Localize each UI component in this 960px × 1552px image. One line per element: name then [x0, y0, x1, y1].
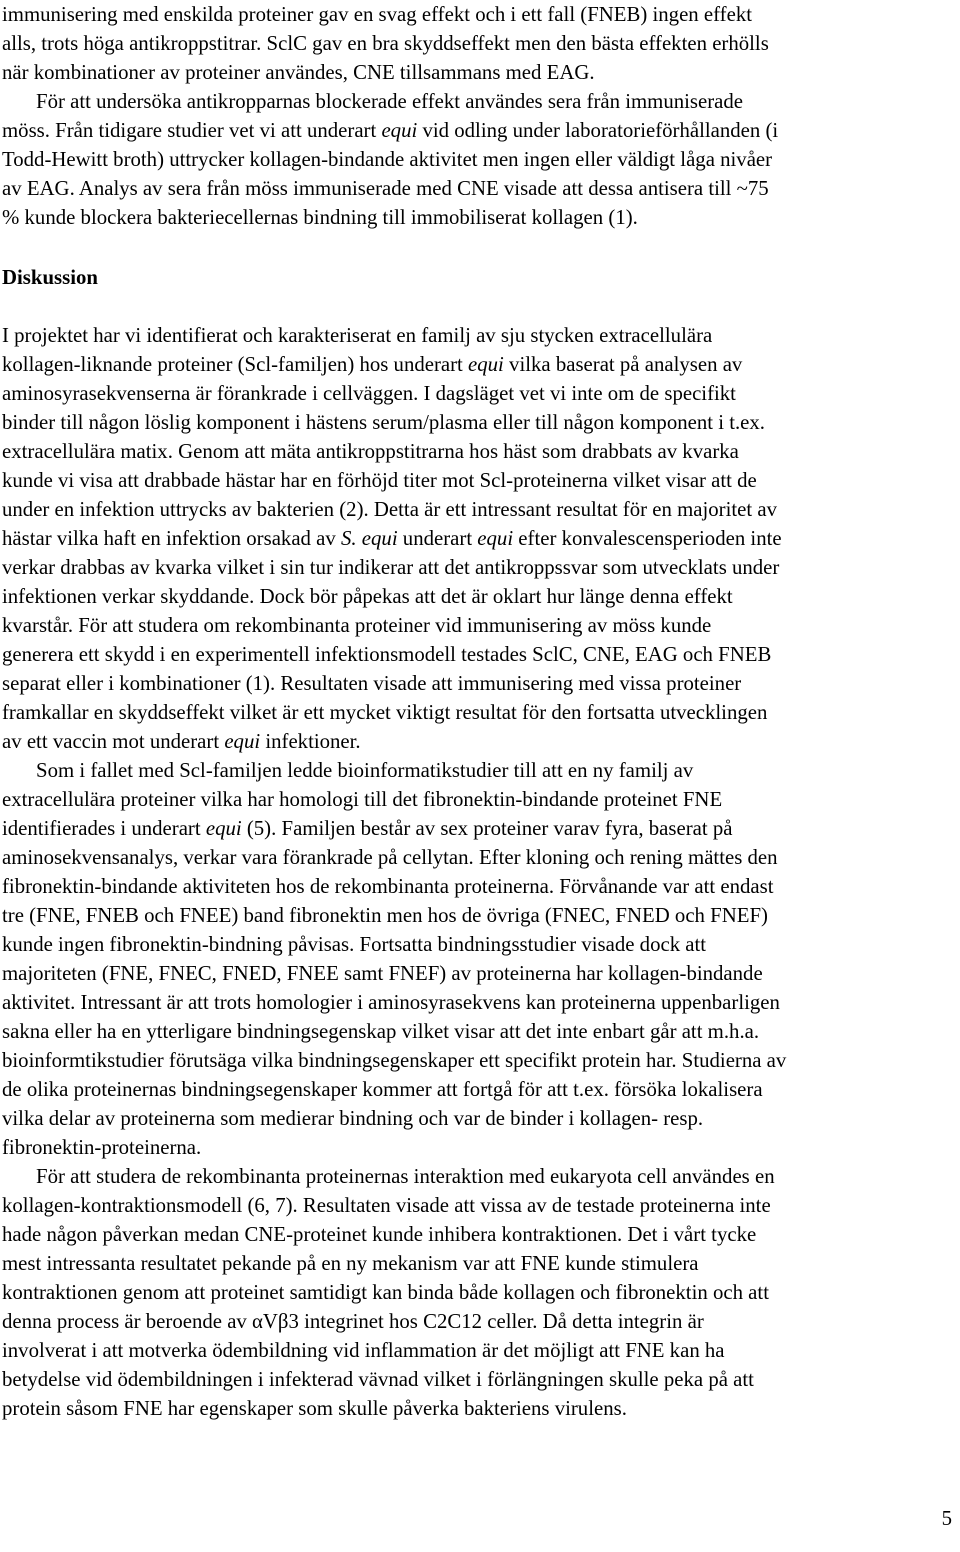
- text-line: betydelse vid ödembildningen i infekterad vävnad vilket i förlängningen skulle peka på att: [2, 1368, 754, 1391]
- text-segment: underart: [397, 527, 478, 550]
- text-line: infektionen verkar skyddande. Dock bör påpekas att det är oklart hur länge denna effekt: [2, 585, 733, 608]
- italic-term: equi: [224, 730, 261, 753]
- text-line: % kunde blockera bakteriecellernas bindning till immobiliserat kollagen (1).: [2, 206, 638, 229]
- text-line: binder till någon löslig komponent i hästens serum/plasma eller till någon komponent i t.ex.: [2, 411, 766, 434]
- text-line: [2, 116, 954, 145]
- text-line: denna process är beroende av αVβ3 integrinet hos C2C12 celler. Då detta integrin är: [2, 1310, 704, 1333]
- text-line: de olika proteinernas bindningsegenskaper kommer att fortgå för att t.ex. försöka lokalisera: [2, 1078, 763, 1101]
- text-segment: (5). Familjen består av sex proteiner varav fyra, baserat på: [241, 817, 733, 840]
- text-line: [2, 814, 954, 843]
- text-line: kvarstår. För att studera om rekombinanta proteiner vid immunisering av möss kunde: [2, 614, 712, 637]
- paragraph-discussion-1: [2, 321, 954, 756]
- text-line: kunde ingen fibronektin-bindning påvisas. Fortsatta bindningsstudier visade dock att: [2, 933, 707, 956]
- text-line: protein såsom FNE har egenskaper som skulle påverka bakteriens virulens.: [2, 1397, 627, 1420]
- text-segment: kollagen-liknande proteiner (Scl-familjen) hos underart: [2, 353, 469, 376]
- italic-term: equi: [477, 527, 514, 550]
- text-line: när kombinationer av proteiner användes, CNE tillsammans med EAG.: [2, 61, 595, 84]
- paragraph-intro-continuation: [2, 0, 954, 232]
- paragraph-discussion-2: [2, 756, 954, 1162]
- section-heading: Diskussion: [2, 266, 98, 289]
- text-segment: vid odling under laboratorieförhållanden (i: [417, 119, 779, 142]
- text-line: separat eller i kombinationer (1). Resultaten visade att immunisering med vissa proteiner: [2, 672, 742, 695]
- italic-term: equi: [381, 119, 418, 142]
- text-segment: av ett vaccin mot underart: [2, 730, 225, 753]
- text-line: verkar drabbas av kvarka vilket i sin tur indikerar att det antikroppssvar som utvecklats under: [2, 556, 780, 579]
- text-line: fibronektin-proteinerna.: [2, 1136, 202, 1159]
- text-line: tre (FNE, FNEB och FNEE) band fibronektin men hos de övriga (FNEC, FNED och FNEF): [2, 904, 768, 927]
- text-line: kunde vi visa att drabbade hästar har en förhöjd titer mot Scl-proteinerna vilket visar att de: [2, 469, 757, 492]
- text-line: mest intressanta resultatet pekande på en ny mekanism var att FNE kunde stimulera: [2, 1252, 699, 1275]
- paragraph-discussion-3: [2, 1162, 954, 1423]
- text-segment: identifierades i underart: [2, 817, 206, 840]
- text-line: extracellulära matix. Genom att mäta antikroppstitrarna hos häst som drabbats av kvarka: [2, 440, 739, 463]
- italic-term: equi: [205, 817, 242, 840]
- text-segment: infektioner.: [260, 730, 361, 753]
- text-line: aminosekvensanalys, verkar vara förankrade på cellytan. Efter kloning och rening mättes den: [2, 846, 778, 869]
- text-line: För att studera de rekombinanta proteinernas interaktion med eukaryota cell användes en: [36, 1165, 775, 1188]
- text-line: kollagen-kontraktionsmodell (6, 7). Resultaten visade att vissa av de testade proteinerna inte: [2, 1194, 771, 1217]
- text-line: Som i fallet med Scl-familjen ledde bioinformatikstudier till att en ny familj av: [36, 759, 694, 782]
- page-number: 5: [941, 1507, 952, 1530]
- text-line: aminosyrasekvenserna är förankrade i cellväggen. I dagsläget vet vi inte om de specifikt: [2, 382, 736, 405]
- italic-term: equi: [468, 353, 504, 376]
- text-line: generera ett skydd i en experimentell infektionsmodell testades SclC, CNE, EAG och FNEB: [2, 643, 772, 666]
- text-segment: vilka baserat på analysen av: [503, 353, 743, 376]
- text-line: under en infektion uttrycks av bakterien (2). Detta är ett intressant resultat för en majoritet av: [2, 498, 777, 521]
- text-line: hade någon påverkan medan CNE-proteinet kunde inhibera kontraktionen. Det i vårt tycke: [2, 1223, 757, 1246]
- text-line: fibronektin-bindande aktiviteten hos de rekombinanta proteinerna. Förvånande var att endast: [2, 875, 774, 898]
- text-line: Todd-Hewitt broth) uttrycker kollagen-bindande aktivitet men ingen eller väldigt låga nivåer: [2, 148, 773, 171]
- text-line: [2, 524, 954, 553]
- text-line: involverat i att motverka ödembildning vid inflammation är det möjligt att FNE kan ha: [2, 1339, 725, 1362]
- text-segment: efter konvalescensperioden inte: [513, 527, 782, 550]
- text-line: aktivitet. Intressant är att trots homologier i aminosyrasekvens kan proteinerna uppenbarligen: [2, 991, 780, 1014]
- text-line: alls, trots höga antikroppstitrar. SclC gav en bra skyddseffekt men den bästa effekten erhölls: [2, 32, 769, 55]
- text-line: I projektet har vi identifierat och karakteriserat en familj av sju stycken extracellulära: [2, 324, 713, 347]
- text-line: majoriteten (FNE, FNEC, FNED, FNEE samt FNEF) av proteinerna har kollagen-bindande: [2, 962, 763, 985]
- text-line: av EAG. Analys av sera från möss immuniserade med CNE visade att dessa antisera till ~75: [2, 177, 769, 200]
- text-line: vilka delar av proteinerna som medierar bindning och var de binder i kollagen- resp.: [2, 1107, 704, 1130]
- text-line: [2, 350, 954, 379]
- text-line: framkallar en skyddseffekt vilket är ett mycket viktigt resultat för den fortsatta utvecklingen: [2, 701, 768, 724]
- text-line: [2, 727, 954, 756]
- text-segment: hästar vilka haft en infektion orsakad av: [2, 527, 341, 550]
- text-line: bioinformtikstudier förutsäga vilka bindningsegenskaper ett specifikt protein har. Studierna av: [2, 1049, 787, 1072]
- text-line: immunisering med enskilda proteiner gav en svag effekt och i ett fall (FNEB) ingen effekt: [2, 3, 753, 26]
- text-segment: möss. Från tidigare studier vet vi att underart: [2, 119, 382, 142]
- text-line: extracellulära proteiner vilka har homologi till det fibronektin-bindande proteinet FNE: [2, 788, 723, 811]
- text-line: sakna eller ha en ytterligare bindningsegenskap vilket visar att det inte enbart går att m.h.a.: [2, 1020, 760, 1043]
- text-line: kontraktionen genom att proteinet samtidigt kan binda både kollagen och fibronektin och att: [2, 1281, 769, 1304]
- italic-term: S. equi: [341, 527, 398, 550]
- text-line: För att undersöka antikropparnas blockerade effekt användes sera från immuniserade: [36, 90, 744, 113]
